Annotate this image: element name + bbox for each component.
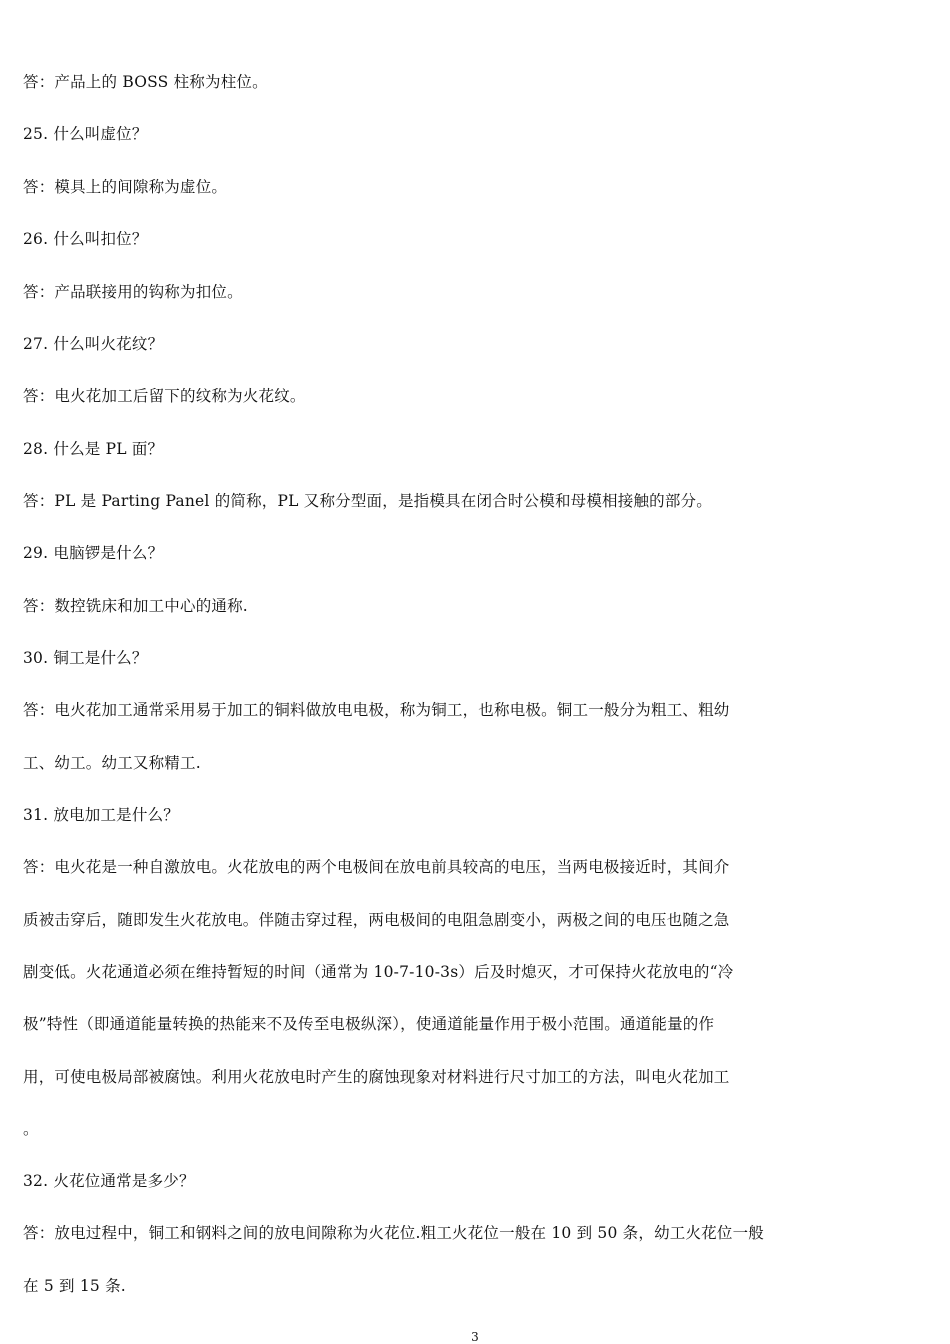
answer-26-line: 答：产品联接用的钩称为扣位。 bbox=[23, 283, 243, 301]
question-32: 32. 火花位通常是多少？ bbox=[23, 1172, 195, 1190]
answer-30-line: 工、幼工。幼工又称精工. bbox=[23, 754, 201, 772]
question-28: 28. 什么是 PL 面？ bbox=[23, 440, 164, 458]
answer-24-line: 答：产品上的 BOSS 柱称为柱位。 bbox=[23, 73, 268, 91]
answer-30-line: 答：电火花加工通常采用易于加工的铜料做放电电极，称为铜工，也称电极。铜工一般分为粗工、粗幼 bbox=[23, 701, 730, 719]
page-number: 3 bbox=[471, 1330, 479, 1344]
answer-31-line: 极”特性（即通道能量转换的热能来不及传至电极纵深），使通道能量作用于极小范围。通道能量的作 bbox=[23, 1015, 715, 1033]
answer-31-line: 质被击穿后，随即发生火花放电。伴随击穿过程，两电极间的电阻急剧变小，两极之间的电压也随之急 bbox=[23, 911, 730, 929]
answer-31-line: 剧变低。火花通道必须在维持暂短的时间（通常为 10-7-10-3s）后及时熄灭，才可保持火花放电的“冷 bbox=[23, 963, 734, 981]
answer-32-line: 答：放电过程中，铜工和钢料之间的放电间隙称为火花位.粗工火花位一般在 10 到 50 条，幼工火花位一般 bbox=[23, 1224, 764, 1242]
answer-28-line: 答：PL 是 Parting Panel 的简称，PL 又称分型面，是指模具在闭合时公模和母模相接触的部分。 bbox=[23, 492, 712, 510]
question-25: 25. 什么叫虚位？ bbox=[23, 125, 148, 143]
answer-25-line: 答：模具上的间隙称为虚位。 bbox=[23, 178, 228, 196]
answer-31-line: 。 bbox=[23, 1120, 39, 1138]
question-26: 26. 什么叫扣位？ bbox=[23, 230, 148, 248]
question-29: 29. 电脑锣是什么？ bbox=[23, 544, 164, 562]
answer-27-line: 答：电火花加工后留下的纹称为火花纹。 bbox=[23, 387, 306, 405]
answer-31-line: 用，可使电极局部被腐蚀。利用火花放电时产生的腐蚀现象对材料进行尺寸加工的方法，叫电火花加工 bbox=[23, 1068, 730, 1086]
question-27: 27. 什么叫火花纹？ bbox=[23, 335, 164, 353]
answer-31-line: 答：电火花是一种自激放电。火花放电的两个电极间在放电前具较高的电压，当两电极接近时，其间介 bbox=[23, 858, 730, 876]
answer-32-line: 在 5 到 15 条. bbox=[23, 1277, 126, 1295]
answer-29-line: 答：数控铣床和加工中心的通称. bbox=[23, 597, 248, 615]
question-31: 31. 放电加工是什么？ bbox=[23, 806, 179, 824]
question-30: 30. 铜工是什么？ bbox=[23, 649, 148, 667]
